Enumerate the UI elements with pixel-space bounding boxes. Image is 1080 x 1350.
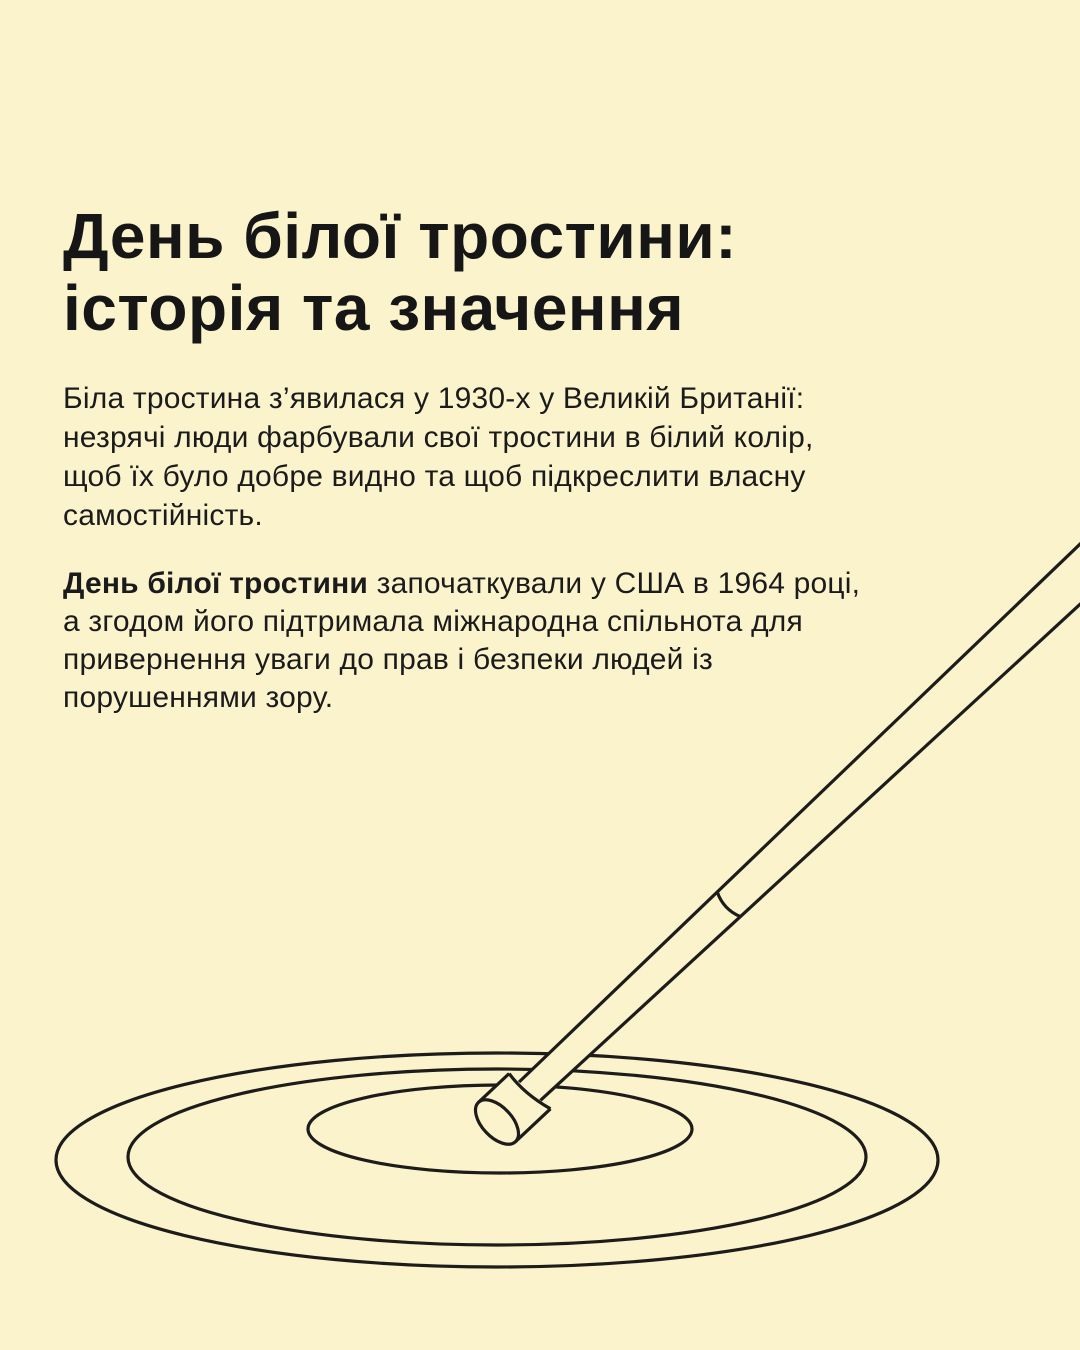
history-paragraph-bold-lead: День білої тростини — [63, 567, 369, 600]
history-paragraph-line-3: привернення уваги до прав і безпеки людей із — [63, 643, 713, 676]
page-title-line-1: День білої тростини: — [63, 199, 738, 272]
intro-paragraph-line-3: щоб їх було добре видно та щоб підкреслити власну — [63, 460, 806, 493]
page-title-line-2: історія та значення — [63, 271, 685, 344]
history-paragraph — [63, 565, 860, 717]
intro-paragraph-line-1: Біла тростина з’явилася у 1930-х у Великій Британії: — [63, 382, 805, 415]
history-paragraph-line-4: порушеннями зору. — [63, 681, 334, 714]
intro-paragraph-line-4: самостійність. — [63, 499, 263, 532]
intro-paragraph — [63, 379, 814, 535]
history-paragraph-line-1-rest: започаткували у США в 1964 році, — [368, 567, 861, 600]
history-paragraph-line-1 — [63, 565, 860, 603]
page-title — [63, 200, 737, 344]
intro-paragraph-line-2: незрячі люди фарбували свої тростини в білий колір, — [63, 421, 814, 454]
history-paragraph-line-2: а згодом його підтримала міжнародна спільнота для — [63, 605, 803, 638]
